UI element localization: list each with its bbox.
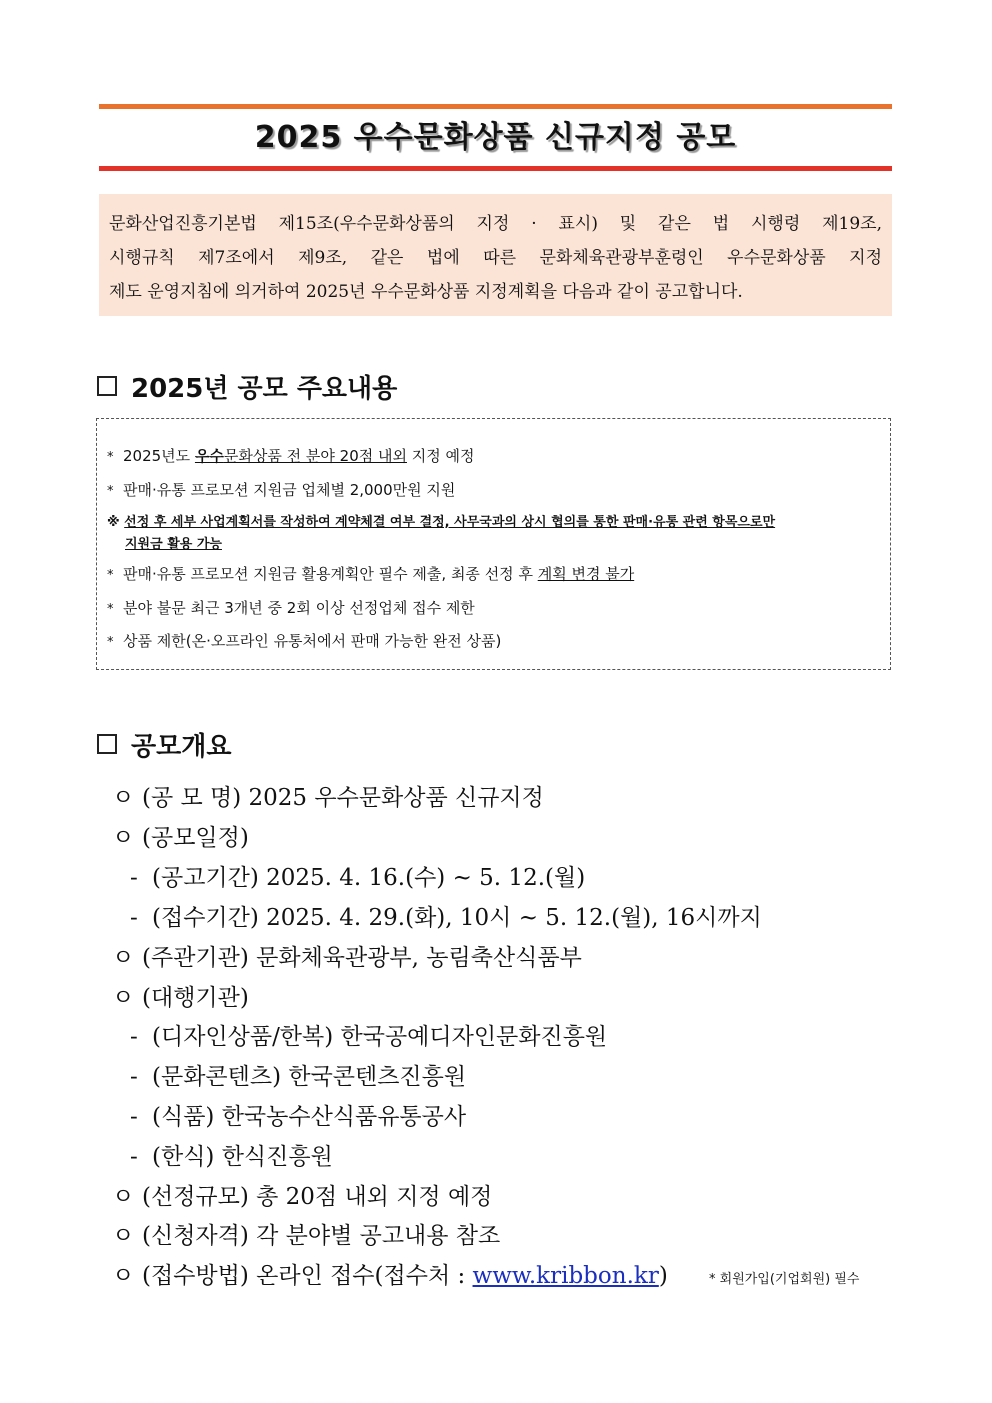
intro-line: 시행규칙 제7조에서 제9조, 같은 법에 따른 문화체육관광부훈령인 우수문화상품 지정 bbox=[109, 248, 882, 268]
text: 지정 예정 bbox=[406, 447, 475, 465]
intro-line: 문화산업진흥기본법 제15조(우수문화상품의 지정 · 표시) 및 같은 법 시행령 제19조, bbox=[109, 214, 882, 234]
section-heading-overview bbox=[97, 726, 231, 762]
intro-line: 제도 운영지침에 의거하여 2025년 우수문화상품 지정계획을 다음과 같이 공고합니다. bbox=[109, 282, 743, 302]
text: (한식) 한식진흥원 bbox=[152, 1144, 333, 1170]
list-item bbox=[107, 563, 634, 584]
dash-bullet: - bbox=[130, 905, 138, 931]
text: (접수기간) 2025. 4. 29.(화), 10시 ~ 5. 12.(월), 16시까지 bbox=[152, 905, 762, 931]
title-bottom-rule bbox=[99, 166, 892, 171]
circle-bullet: ㅇ bbox=[112, 1184, 135, 1210]
title-top-rule bbox=[99, 104, 892, 109]
star-bullet: * bbox=[107, 602, 114, 617]
footnote: * 회원가입(기업회원) 필수 bbox=[709, 1272, 860, 1287]
note-item-continued bbox=[125, 533, 222, 552]
circle-bullet: ㅇ bbox=[112, 945, 135, 971]
page-title: 2025 우수문화상품 신규지정 공모 bbox=[254, 120, 737, 155]
text: (접수방법) 온라인 접수(접수처 : bbox=[142, 1263, 473, 1289]
circle-bullet: ㅇ bbox=[112, 985, 135, 1011]
text: 분야 불문 최근 3개년 중 2회 이상 선정업체 접수 제한 bbox=[123, 599, 475, 617]
list-item bbox=[107, 630, 501, 651]
section-heading-text: 2025년 공모 주요내용 bbox=[131, 373, 398, 404]
circle-bullet: ㅇ bbox=[112, 785, 135, 811]
note-item bbox=[107, 511, 775, 530]
text: 상품 제한(온·오프라인 유통처에서 판매 가능한 완전 상품) bbox=[123, 632, 502, 650]
text: (대행기관) bbox=[142, 985, 249, 1011]
star-bullet: * bbox=[107, 568, 114, 583]
text: 계획 변경 불가 bbox=[537, 565, 635, 583]
list-item bbox=[107, 479, 455, 500]
overview-line bbox=[112, 939, 582, 972]
text: 문화상품 전 분야 20점 내외 bbox=[223, 447, 407, 465]
circle-bullet: ㅇ bbox=[112, 1223, 135, 1249]
circle-bullet: ㅇ bbox=[112, 1263, 135, 1289]
dash-bullet: - bbox=[130, 1064, 138, 1090]
main-contents-box bbox=[96, 418, 891, 670]
text: 판매·유통 프로모션 지원금 활용계획안 필수 제출, 최종 선정 후 bbox=[123, 565, 538, 583]
star-bullet: * bbox=[107, 450, 114, 465]
dash-bullet: - bbox=[130, 865, 138, 891]
list-item bbox=[107, 445, 474, 466]
dash-bullet: - bbox=[130, 1144, 138, 1170]
intro-box bbox=[99, 194, 892, 316]
checkbox-icon bbox=[97, 376, 117, 396]
overview-subline bbox=[130, 1138, 333, 1171]
overview-subline bbox=[130, 859, 585, 892]
text: (공모일정) bbox=[142, 825, 249, 851]
kribbon-link[interactable]: www.kribbon.kr bbox=[472, 1263, 659, 1289]
overview-line bbox=[112, 1217, 500, 1250]
star-bullet: * bbox=[107, 635, 114, 650]
section-heading-main-contents bbox=[97, 368, 397, 404]
overview-subline bbox=[130, 1098, 466, 1131]
note-mark: ※ bbox=[107, 515, 120, 530]
star-bullet: * bbox=[107, 484, 114, 499]
overview-line bbox=[112, 819, 249, 852]
overview-subline bbox=[130, 899, 762, 932]
text: 2025년도 bbox=[123, 447, 195, 465]
text: 선정 후 세부 사업계획서를 작성하여 계약체결 여부 결정, 사무국과의 상시 협의를 통한 판매·유통 관련 항목으로만 bbox=[124, 515, 776, 530]
overview-line bbox=[112, 1257, 668, 1290]
overview-subline bbox=[130, 1058, 466, 1091]
dash-bullet: - bbox=[130, 1104, 138, 1130]
text: 우수 bbox=[194, 447, 224, 465]
text: 지원금 활용 가능 bbox=[125, 537, 222, 552]
text: 판매·유통 프로모션 지원금 업체별 2,000만원 지원 bbox=[123, 481, 456, 499]
text: (신청자격) 각 분야별 공고내용 참조 bbox=[142, 1223, 501, 1249]
list-item bbox=[107, 597, 475, 618]
overview-line bbox=[112, 779, 544, 812]
overview-line bbox=[112, 1178, 492, 1211]
section-heading-text: 공모개요 bbox=[131, 731, 232, 762]
text: ) bbox=[658, 1263, 668, 1289]
text: (식품) 한국농수산식품유통공사 bbox=[152, 1104, 467, 1130]
text: (선정규모) 총 20점 내외 지정 예정 bbox=[142, 1184, 493, 1210]
text: (문화콘텐츠) 한국콘텐츠진흥원 bbox=[152, 1064, 467, 1090]
overview-subline bbox=[130, 1018, 607, 1051]
text: (공 모 명) 2025 우수문화상품 신규지정 bbox=[142, 785, 544, 811]
overview-line bbox=[112, 979, 249, 1012]
circle-bullet: ㅇ bbox=[112, 825, 135, 851]
text: (공고기간) 2025. 4. 16.(수) ~ 5. 12.(월) bbox=[152, 865, 586, 891]
text: (디자인상품/한복) 한국공예디자인문화진흥원 bbox=[152, 1024, 608, 1050]
checkbox-icon bbox=[97, 734, 117, 754]
dash-bullet: - bbox=[130, 1024, 138, 1050]
text: (주관기관) 문화체육관광부, 농림축산식품부 bbox=[142, 945, 582, 971]
